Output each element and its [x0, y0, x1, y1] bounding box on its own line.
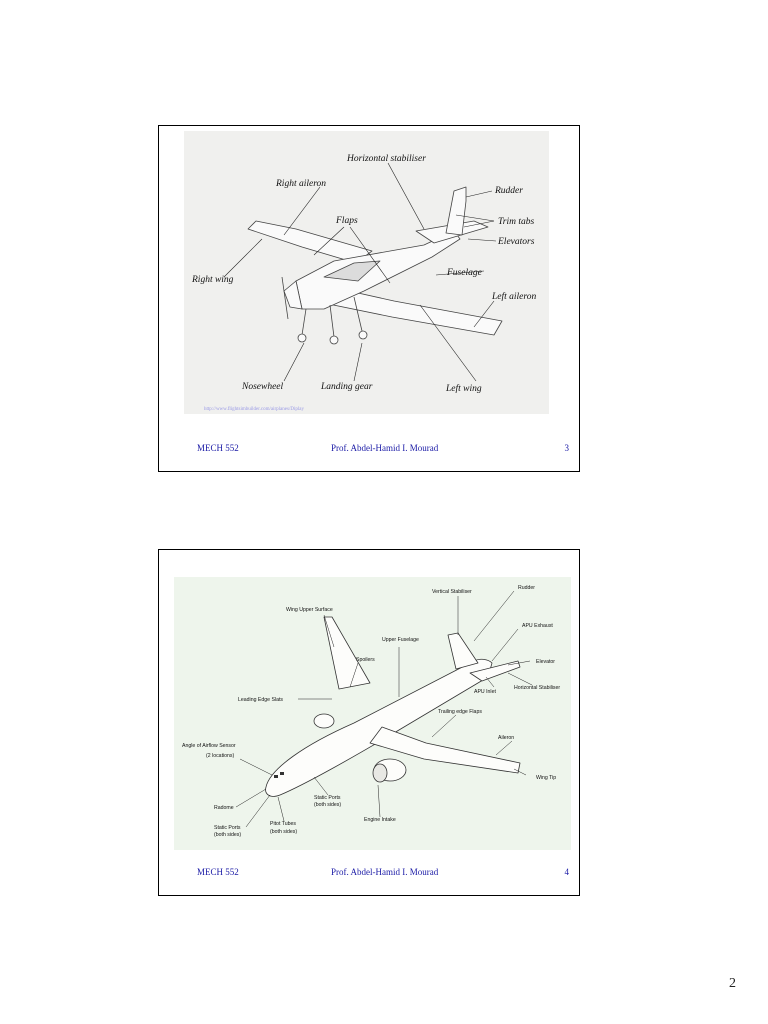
label-left-aileron: Left aileron [492, 292, 537, 302]
label-trailing-edge-flaps: Trailing edge Flaps [438, 709, 482, 715]
professor-name: Prof. Abdel-Hamid I. Mourad [331, 867, 439, 877]
slide-number: 4 [564, 867, 569, 877]
airliner-svg [174, 577, 571, 850]
label-aileron: Aileron [498, 735, 515, 741]
label-rudder: Rudder [518, 585, 536, 591]
slide-3 [158, 125, 580, 472]
label-flaps: Flaps [336, 216, 358, 226]
label-leading-edge-slats: Leading Edge Slats [238, 697, 283, 703]
label-engine-intake: Engine Intake [364, 817, 396, 823]
label-landing-gear: Landing gear [321, 382, 373, 392]
course-code: MECH 552 [197, 867, 239, 877]
label-apu-exhaust: APU Exhaust [522, 623, 553, 629]
label-trim-tabs: Trim tabs [498, 217, 535, 227]
airliner-diagram [174, 577, 571, 850]
label-spoilers: Spoilers [356, 657, 375, 663]
label-both-sides-pitot: (both sides) [270, 829, 298, 835]
label-elevator: Elevator [536, 659, 556, 665]
light-aircraft-svg [184, 131, 549, 414]
source-url: http://www.flightsimbuilder.com/airplanes/Diplay [204, 407, 304, 412]
slide-footer [159, 443, 579, 457]
label-both-sides-low: (both sides) [214, 832, 242, 838]
label-fuselage: Fuselage [447, 268, 482, 278]
label-horizontal-stabiliser: Horizontal Stabiliser [514, 685, 561, 691]
label-angle-of-airflow-sensor: Angle of Airflow Sensor [182, 743, 236, 749]
professor-name: Prof. Abdel-Hamid I. Mourad [331, 443, 439, 453]
slide-4 [158, 549, 580, 896]
label-right-aileron: Right aileron [276, 179, 327, 189]
slide-number: 3 [564, 443, 569, 453]
label-horizontal-stabiliser: Horizontal stabiliser [347, 154, 426, 164]
label-rudder: Rudder [495, 186, 523, 196]
label-wing-upper-surface: Wing Upper Surface [286, 607, 333, 613]
slide-footer [159, 867, 579, 881]
label-static-ports-mid: Static Ports [314, 795, 341, 801]
page-number: 2 [729, 976, 736, 991]
label-pitot-tubes: Pitot Tubes [270, 821, 296, 827]
label-apu-inlet: APU Inlet [474, 689, 496, 695]
label-nosewheel: Nosewheel [242, 382, 284, 392]
label-both-sides-mid: (both sides) [314, 802, 342, 808]
label-sensor-locations: (2 locations) [206, 753, 235, 759]
label-static-ports-low: Static Ports [214, 825, 241, 831]
label-vertical-stabiliser: Vertical Stabiliser [432, 589, 472, 595]
label-right-wing: Right wing [192, 275, 234, 285]
label-upper-fuselage: Upper Fuselage [382, 637, 419, 643]
light-aircraft-diagram [184, 131, 549, 414]
label-left-wing: Left wing [446, 384, 482, 394]
label-wing-tip: Wing Tip [536, 775, 557, 781]
course-code: MECH 552 [197, 443, 239, 453]
label-elevators: Elevators [498, 237, 535, 247]
label-radome: Radome [214, 805, 234, 811]
